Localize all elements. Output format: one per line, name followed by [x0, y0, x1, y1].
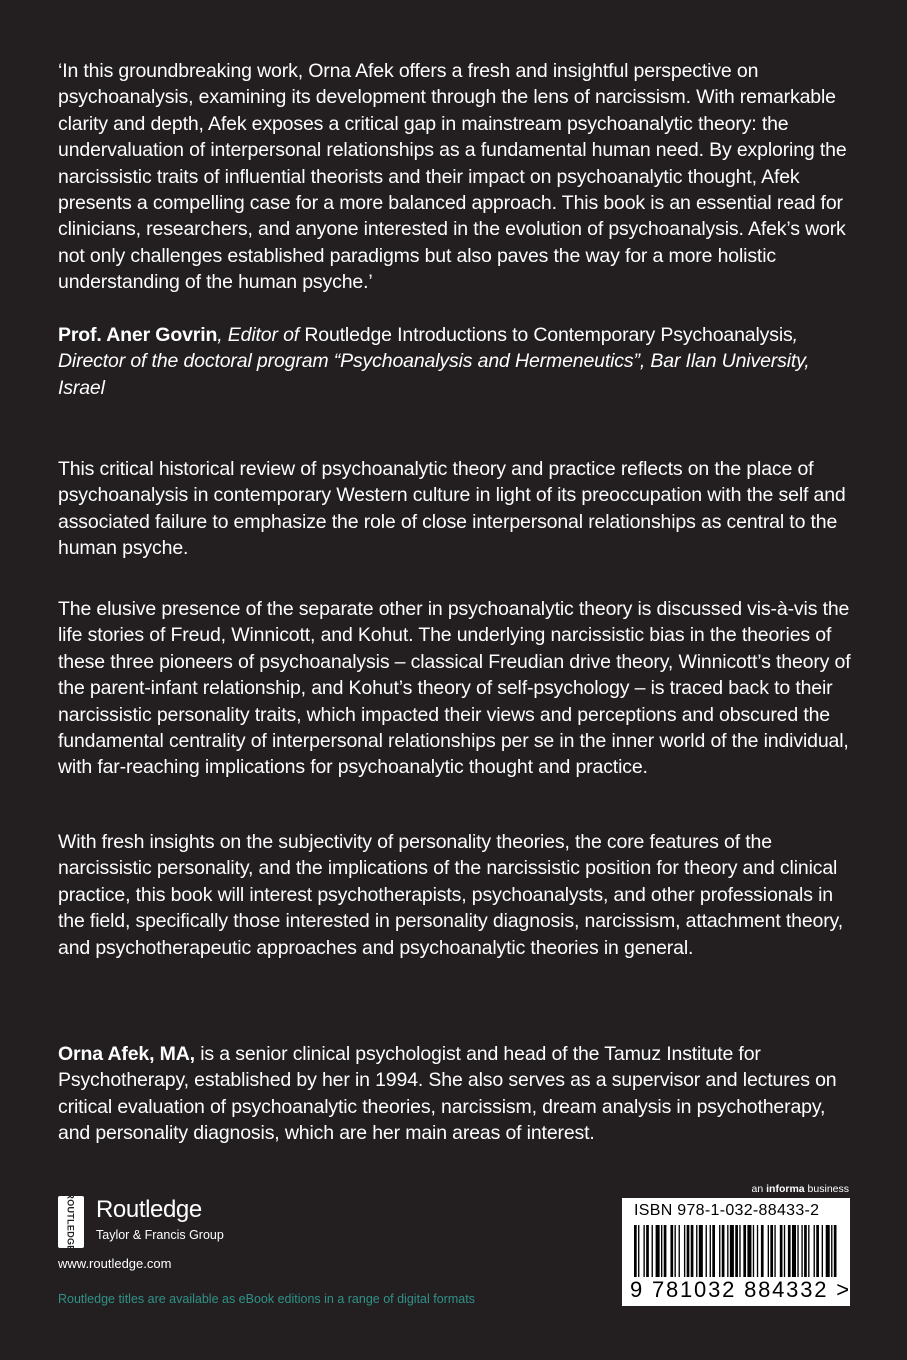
- publisher-name: Routledge: [96, 1196, 202, 1223]
- informa-business-note: an informa business: [751, 1183, 849, 1195]
- endorsement-quote: ‘In this groundbreaking work, Orna Afek offers a fresh and insightful perspective on psychoanalysis, examining its development through the lens of narcissism. With remarkable clarity and depth, Afek exposes a critical gap in mainstream psychoanalytic theory: the undervaluation of interpersonal relationships as a fundamental human need. By exploring the narcissistic traits of influential theorists and their impact on psychoanalytic thought, Afek presents a compelling case for a more balanced approach. This book is an essential read for clinicians, researchers, and anyone interested in the evolution of psychoanalysis. Afek’s work not only challenges established paradigms but also paves the way for a more holistic understanding of the human psyche.’: [58, 60, 847, 294]
- publisher-group: Taylor & Francis Group: [96, 1228, 224, 1242]
- series-title: Routledge Introductions to Contemporary Psychoanalysis: [304, 324, 793, 346]
- barcode-bars-icon: [634, 1225, 838, 1277]
- endorser-name: Prof. Aner Govrin: [58, 324, 218, 346]
- endorsement-attribution: Prof. Aner Govrin, Editor of Routledge Introductions to Contemporary Psychoanalysis, Director of the doctoral program “Psychoanalysis and Hermeneutics”, Bar Ilan University, Israel: [58, 324, 810, 399]
- ebook-note: Routledge titles are available as eBook editions in a range of digital formats: [58, 1292, 475, 1306]
- description-paragraph: This critical historical review of psychoanalytic theory and practice reflects on the place of psychoanalysis in contemporary Western culture in light of its preoccupation with the self and associated failure to emphasize the role of close interpersonal relationships as central to the human psyche.: [58, 458, 846, 560]
- description-paragraph: With fresh insights on the subjectivity of personality theories, the core features of the narcissistic personality, and the implications of the narcissistic position for theory and clinical practice, this book will interest psychotherapists, psychoanalysts, and other professionals in the field, specifically those interested in personality diagnosis, narcissism, attachment theory, and psychotherapeutic approaches and psychoanalytic theories in general.: [58, 831, 843, 959]
- author-bio: Orna Afek, MA, is a senior clinical psychologist and head of the Tamuz Institute for Psychotherapy, established by her in 1994. She also serves as a supervisor and lectures on critical evaluation of psychoanalytic theories, narcissism, dream analysis in psychotherapy, and personality diagnosis, which are her main areas of interest.: [58, 1043, 837, 1145]
- logo-mark-text: ROUTLEDGE: [66, 1192, 77, 1252]
- barcode-digits: 9 781032 884332 >: [630, 1277, 851, 1302]
- isbn-number: ISBN 978-1-032-88433-2: [634, 1202, 820, 1219]
- publisher-logo: [58, 1192, 258, 1256]
- author-name: Orna Afek, MA,: [58, 1043, 195, 1065]
- description-paragraph: The elusive presence of the separate other in psychoanalytic theory is discussed vis-à-vis the life stories of Freud, Winnicott, and Kohut. The underlying narcissistic bias in the theories of these three pioneers of psychoanalysis – classical Freudian drive theory, Winnicott’s theory of the parent-infant relationship, and Kohut’s theory of self-psychology – is traced back to their narcissistic personality traits, which impacted their views and perceptions and obscured the fundamental centrality of interpersonal relationships per se in the inner world of the individual, with far-reaching implications for psychoanalytic thought and practice.: [58, 598, 851, 779]
- publisher-website: www.routledge.com: [58, 1256, 172, 1271]
- isbn-barcode: [622, 1198, 850, 1306]
